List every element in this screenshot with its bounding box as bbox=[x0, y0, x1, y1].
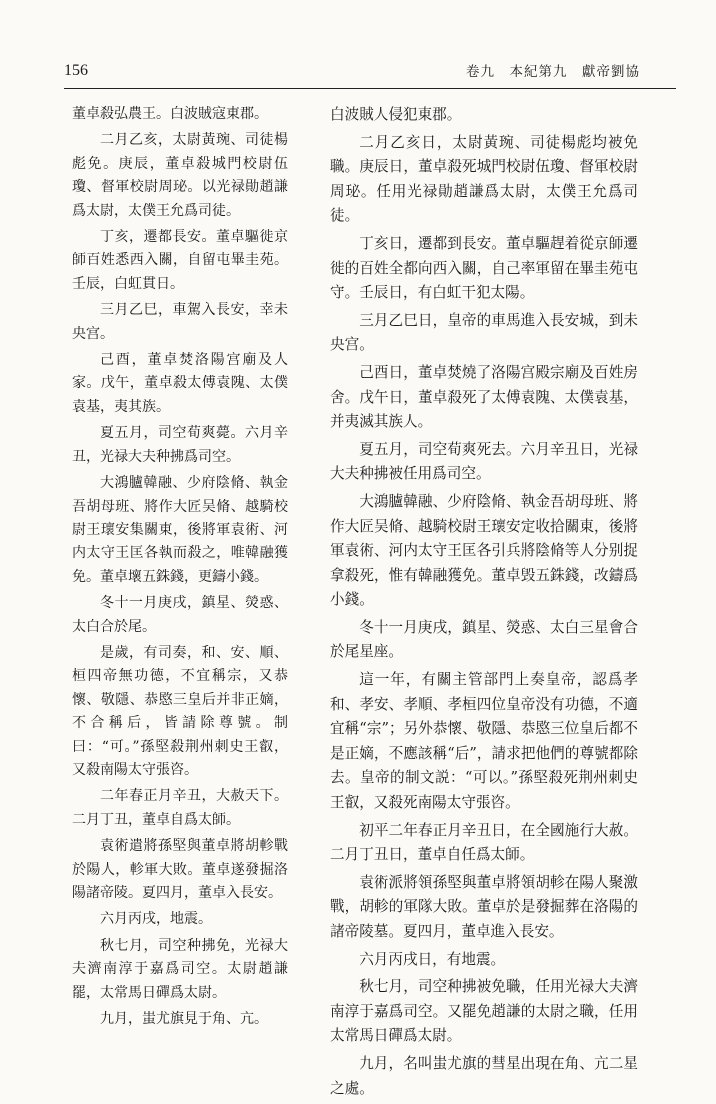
paragraph: 六月丙戌，地震。 bbox=[100, 911, 212, 928]
page-number: 156 bbox=[64, 62, 88, 79]
paragraph: 丁亥日，遷都到長安。董卓驅趕着從京師遷徙的百姓全都向西入關，自己率軍留在畢圭苑屯守。壬辰日，有白虹干犯太陽。 bbox=[330, 234, 638, 302]
paragraph: 三月乙巳，車駕入長安，幸未央宫。 bbox=[72, 302, 288, 342]
paragraph: 二年春正月辛丑，大赦天下。二月丁丑，董卓自爲太師。 bbox=[72, 788, 288, 828]
paragraph: 夏五月，司空荀爽死去。六月辛丑日，光禄大夫种拂被任用爲司空。 bbox=[330, 440, 638, 483]
paragraph: 己酉，董卓焚洛陽宫廟及人家。戊午，董卓殺太傅袁隗、太僕袁基，夷其族。 bbox=[72, 352, 288, 415]
paragraph: 二月乙亥，太尉黃琬、司徒楊彪免。庚辰，董卓殺城門校尉伍瓊、督軍校尉周珌。以光禄勛趙謙爲太尉，太僕王允爲司徒。 bbox=[72, 132, 288, 219]
paragraph: 是歲，有司奏，和、安、順、桓四帝無功德，不宜稱宗，又恭懷、敬隱、恭愍三皇后并非正嫡，不合稱后，皆請除尊號。制曰：“可。”孫堅殺荆州刺史王叡，又殺南陽太守張咨。 bbox=[72, 644, 288, 778]
paragraph: 己酉日，董卓焚燒了洛陽宫殿宗廟及百姓房舍。戊午日，董卓殺死了太傅袁隗、太僕袁基，并夷滅其族人。 bbox=[330, 363, 638, 431]
paragraph: 六月丙戌日，有地震。 bbox=[359, 950, 506, 968]
paragraph: 丁亥，遷都長安。董卓驅徙京師百姓悉西入關，自留屯畢圭苑。壬辰，白虹貫日。 bbox=[72, 229, 288, 292]
paragraph: 袁術派將領孫堅與董卓將領胡軫在陽人聚激戰，胡軫的軍隊大敗。董卓於是發掘葬在洛陽的諸帝陵墓。夏四月，董卓進入長安。 bbox=[330, 873, 638, 940]
paragraph: 二月乙亥日，太尉黃琬、司徒楊彪均被免職。庚辰日，董卓殺死城門校尉伍瓊、督軍校尉周珌。任用光禄勛趙謙爲太尉，太僕王允爲司徒。 bbox=[330, 133, 638, 225]
paragraph: 大鴻臚韓融、少府陰脩、執金吾胡母班、將作大匠吴脩、越騎校尉王瓌安集關東，後將軍袁術、河内太守王匡各執而殺之，唯韓融獲免。董卓壞五銖錢，更鑄小錢。 bbox=[72, 475, 288, 585]
paragraph: 冬十一月庚戌，鎮星、熒惑、太白合於尾。 bbox=[72, 595, 288, 635]
classical-text-column bbox=[72, 103, 288, 1034]
paragraph: 三月乙巳日，皇帝的車馬進入長安城，到未央宫。 bbox=[330, 311, 638, 354]
paragraph: 九月，名叫蚩尤旗的彗星出現在角、亢二星之處。 bbox=[330, 1054, 638, 1097]
running-title: 卷九 本紀第九 獻帝劉協 bbox=[466, 64, 640, 80]
paragraph: 夏五月，司空荀爽薨。六月辛丑，光禄大夫种拂爲司空。 bbox=[72, 425, 288, 465]
paragraph: 這一年，有關主管部門上奏皇帝，認爲孝和、孝安、孝順、孝桓四位皇帝没有功德，不適宜稱“宗”；另外恭懷、敬隱、恭愍三位皇后都不是正嫡，不應該稱“后”，請求把他們的尊號都除去。皇帝的制文説：“可以。”孫堅殺死荆州刺史王叡，又殺死南陽太守張咨。 bbox=[330, 671, 638, 812]
paragraph: 秋七月，司空种拂免，光禄大夫濟南淳于嘉爲司空。太尉趙謙罷，太常馬日磾爲太尉。 bbox=[72, 937, 288, 1001]
paragraph: 冬十一月庚戌，鎮星、熒惑、太白三星會合於尾星座。 bbox=[330, 618, 638, 661]
translation-text-column bbox=[330, 103, 638, 1104]
paragraph: 大鴻臚韓融、少府陰脩、執金吾胡母班、將作大匠吴脩、越騎校尉王瓌安定收拾關東，後將軍袁術、河内太守王匡各引兵將陰脩等人分别捉拿殺死，惟有韓融獲免。董卓毁五銖錢，改鑄爲小錢。 bbox=[330, 492, 638, 609]
header-rule bbox=[64, 88, 676, 89]
paragraph: 董卓殺弘農王。白波賊寇東郡。 bbox=[72, 106, 268, 122]
paragraph: 初平二年春正月辛丑日，在全國施行大赦。二月丁丑日，董卓自任爲太師。 bbox=[330, 821, 638, 864]
paragraph: 秋七月，司空种拂被免職，任用光禄大夫濟南淳于嘉爲司空。又罷免趙謙的太尉之職，任用太常馬日磾爲太尉。 bbox=[330, 978, 638, 1045]
paragraph: 袁術遣將孫堅與董卓將胡軫戰於陽人，軫軍大敗。董卓遂發掘洛陽諸帝陵。夏四月，董卓入長安。 bbox=[72, 838, 288, 901]
page-header bbox=[64, 60, 676, 86]
paragraph: 白波賊人侵犯東郡。 bbox=[330, 106, 462, 123]
paragraph: 九月，蚩尤旗見于角、亢。 bbox=[100, 1011, 268, 1028]
